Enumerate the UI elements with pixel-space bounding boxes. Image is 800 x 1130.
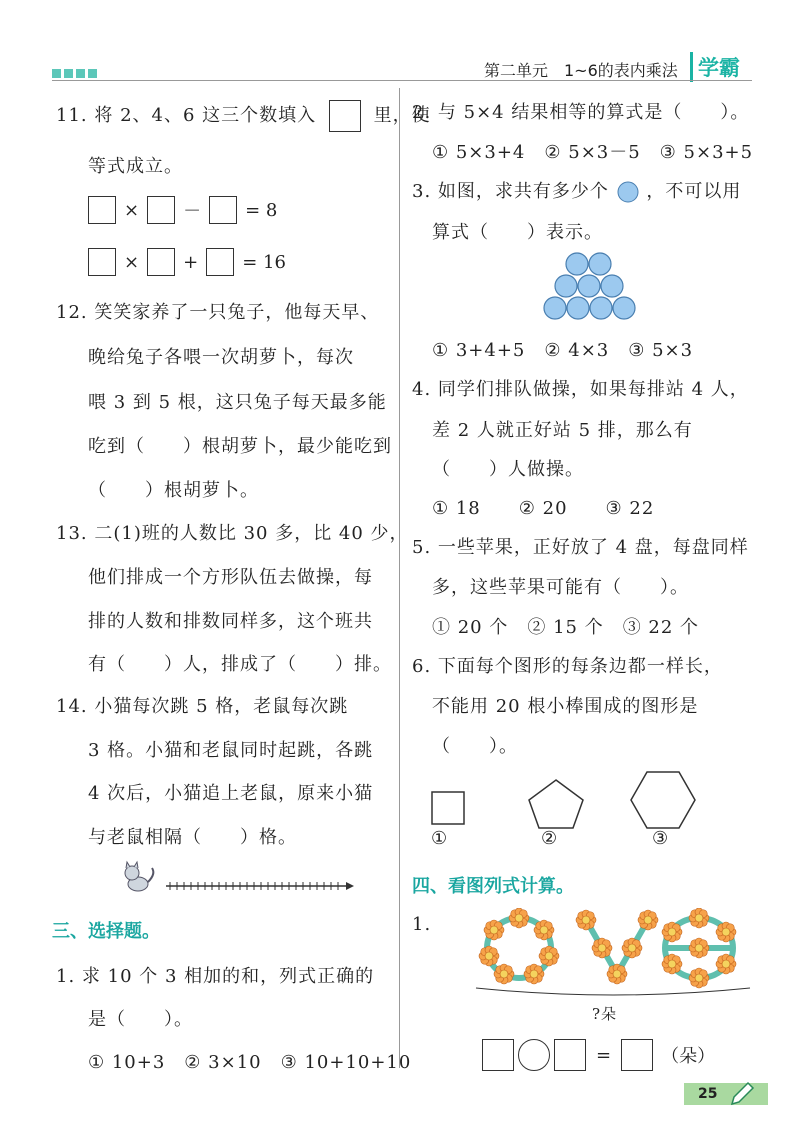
c2-line1: 2. 与 5×4 结果相等的算式是（ ）。	[412, 102, 750, 123]
q12-line: 喂 3 到 5 根，这只兔子每天最多能	[88, 392, 387, 413]
total-label: ?朵	[592, 1005, 618, 1023]
c1-options: ① 10+3 ② 3×10 ③ 10+10+10	[88, 1052, 412, 1073]
c6-line: （ ）。	[432, 736, 518, 757]
q14-line: 与老鼠相隔（ ）格。	[88, 827, 297, 848]
c5-options: ① 20 个 ② 15 个 ③ 22 个	[432, 617, 700, 638]
q13-line: 排的人数和排数同样多，这个班共	[88, 611, 373, 632]
answer-box[interactable]	[621, 1039, 653, 1071]
q12-line: （ ）根胡萝卜。	[88, 480, 259, 501]
flower-icon	[494, 964, 514, 984]
flower-icon	[484, 920, 504, 940]
page-number: 25	[684, 1083, 768, 1105]
flower-icon	[592, 938, 612, 958]
flower-icon	[607, 964, 627, 984]
brand-logo: 学霸	[690, 52, 740, 82]
flower-icon	[576, 910, 596, 930]
operator-circle[interactable]	[518, 1039, 550, 1071]
flower-icon	[539, 946, 559, 966]
q11-equation-2: × + = 16	[88, 248, 286, 276]
flower-icon	[638, 910, 658, 930]
hexagon-shape	[631, 772, 695, 828]
answer-box[interactable]	[554, 1039, 586, 1071]
flower-icon	[716, 922, 736, 942]
flower-icon	[622, 938, 642, 958]
c4-line: 4. 同学们排队做操，如果每排站 4 人，	[412, 379, 749, 400]
flower-icon	[662, 922, 682, 942]
flower-icon	[689, 908, 709, 928]
q12-line: 晚给兔子各喂一次胡萝卜，每次	[88, 347, 354, 368]
flower-icon	[509, 908, 529, 928]
shape-label-1: ①	[431, 828, 449, 849]
shape-label-2: ②	[541, 828, 559, 849]
answer-box	[329, 100, 361, 132]
answer-equation: = （朵）	[482, 1039, 715, 1071]
circle-triangle-figure	[524, 252, 656, 322]
total-brace	[476, 988, 750, 995]
q13-line: 13. 二(1)班的人数比 30 多，比 40 少，	[56, 523, 409, 544]
header-divider	[52, 80, 752, 81]
flower-shapes-figure	[474, 908, 754, 996]
c1-line2: 是（ ）。	[88, 1009, 193, 1030]
q14-line: 3 格。小猫和老鼠同时起跳，各跳	[88, 740, 374, 761]
answer-box[interactable]	[88, 196, 116, 224]
c5-line: 多，这些苹果可能有（ ）。	[432, 577, 689, 598]
blue-circle-icon	[616, 181, 640, 203]
c6-line: 6. 下面每个图形的每条边都一样长，	[412, 656, 723, 677]
unit-title: 第二单元 1~6的表内乘法	[484, 61, 678, 80]
q12-line: 12. 笑笑家养了一只兔子，他每天早、	[56, 302, 380, 323]
flower-icon	[689, 968, 709, 988]
p1-number: 1.	[412, 914, 432, 935]
c4-options: ① 18 ② 20 ③ 22	[432, 498, 655, 519]
arrow-head	[346, 882, 354, 890]
answer-box[interactable]	[482, 1039, 514, 1071]
answer-box[interactable]	[206, 248, 234, 276]
flower-icon	[534, 920, 554, 940]
flower-icon	[662, 954, 682, 974]
cat-number-line-figure	[118, 860, 358, 896]
c3-options: ① 3+4+5 ② 4×3 ③ 5×3	[432, 340, 694, 361]
c1-line1: 1. 求 10 个 3 相加的和，列式正确的	[56, 966, 375, 987]
q11-line1: 11. 将 2、4、6 这三个数填入 里，使	[56, 100, 431, 132]
section-3-heading: 三、选择题。	[52, 921, 160, 942]
c4-line: （ ）人做操。	[432, 459, 584, 480]
c3-line2: 算式（ ）表示。	[432, 222, 603, 243]
q13-line: 有（ ）人，排成了（ ）排。	[88, 654, 392, 675]
c5-line: 5. 一些苹果，正好放了 4 盘，每盘同样	[412, 537, 749, 558]
q11-line2: 等式成立。	[88, 156, 183, 177]
q14-line: 14. 小猫每次跳 5 格，老鼠每次跳	[56, 696, 349, 717]
column-divider	[399, 88, 400, 1068]
square-shape	[432, 792, 464, 824]
answer-box[interactable]	[147, 196, 175, 224]
answer-box[interactable]	[209, 196, 237, 224]
c4-line: 差 2 人就正好站 5 排，那么有	[432, 420, 693, 441]
shape-label-3: ③	[652, 828, 670, 849]
pencil-icon	[728, 1080, 756, 1108]
q13-line: 他们排成一个方形队伍去做操，每	[88, 567, 373, 588]
q12-line: 吃到（ ）根胡萝卜，最少能吃到	[88, 436, 392, 457]
answer-box[interactable]	[88, 248, 116, 276]
pentagon-shape	[529, 780, 583, 828]
flower-icon	[689, 938, 709, 958]
c3-line1: 3. 如图，求共有多少个 ，不可以用	[412, 181, 742, 202]
c6-line: 不能用 20 根小棒围成的图形是	[432, 696, 699, 717]
flower-icon	[479, 946, 499, 966]
q14-line: 4 次后，小猫追上老鼠，原来小猫	[88, 783, 374, 804]
c2-options: ① 5×3+4 ② 5×3－5 ③ 5×3+5	[432, 142, 754, 163]
cat-icon	[125, 862, 153, 891]
flower-icon	[716, 954, 736, 974]
q11-equation-1: × － = 8	[88, 196, 277, 224]
answer-box[interactable]	[147, 248, 175, 276]
section-4-heading: 四、看图列式计算。	[412, 876, 574, 897]
flower-icon	[524, 964, 544, 984]
